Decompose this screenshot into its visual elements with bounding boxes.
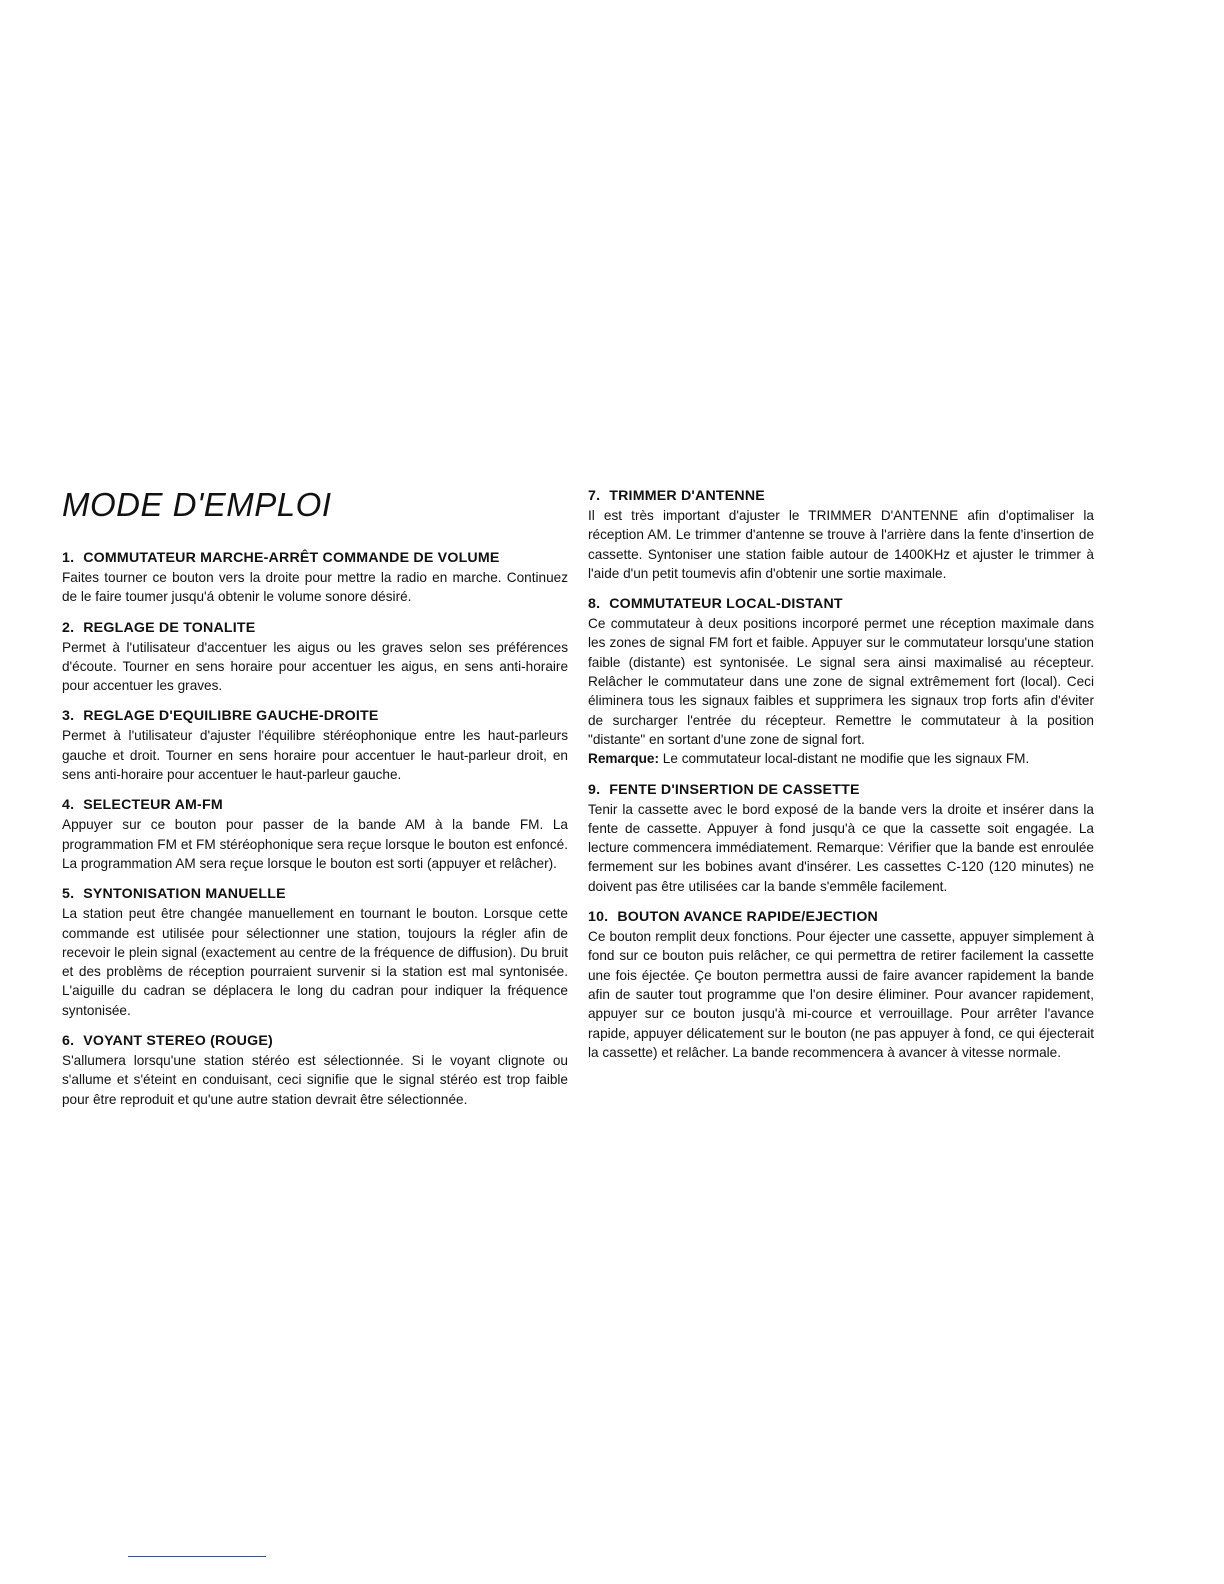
section-am-fm — [62, 795, 568, 873]
section-title: BOUTON AVANCE RAPIDE/EJECTION — [617, 909, 879, 926]
section-ff-eject — [588, 907, 1094, 1062]
section-heading — [62, 706, 568, 726]
section-title: COMMUTATEUR MARCHE-ARRÊT COMMANDE DE VOLUME — [83, 550, 500, 566]
section-manual-tuning — [62, 884, 568, 1020]
right-column — [588, 486, 1094, 1073]
section-body: S'allumera lorsqu'une station stéréo est sélectionnée. Si le voyant clignote ou s'allume et s'éteint en conduisant, ceci signifie que le signal stéréo est trop faible pour être reproduit et qu'une autre station devrait être sélectionnée. — [62, 1053, 568, 1107]
section-remark — [588, 749, 1094, 768]
section-volume — [62, 548, 568, 607]
section-heading — [588, 780, 1094, 800]
section-title: COMMUTATEUR LOCAL-DISTANT — [609, 596, 843, 613]
section-number: 6. — [62, 1033, 75, 1050]
footer-divider — [128, 1556, 266, 1557]
section-cassette-slot — [588, 780, 1094, 896]
section-title: TRIMMER D'ANTENNE — [609, 488, 765, 504]
section-body: Ce commutateur à deux positions incorporé permet une réception maximale dans les zones de signal FM fort et faible. Appuyer sur le commutateur lorsqu'une station faible (distante) est syntonisée. Le signal sera ainsi maximalisé au récepteur. Relâcher le commutateur dans une zone de signal extrêmement fort (local). Ceci éliminera tous les signaux faibles et supprimera les signaux trop forts afin d'éviter de surcharger l'entrée du récepteur. Remettre le commutateur à la position "distante" en sortant d'une zone de signal fort. — [588, 616, 1094, 747]
section-antenna-trimmer — [588, 486, 1094, 583]
section-number: 9. — [588, 781, 601, 798]
section-title: FENTE D'INSERTION DE CASSETTE — [609, 781, 860, 798]
section-balance — [62, 706, 568, 784]
section-heading — [62, 795, 568, 815]
section-number: 10. — [588, 909, 609, 926]
section-heading — [588, 594, 1094, 614]
section-number: 4. — [62, 797, 75, 814]
remark-text: Le commutateur local-distant ne modifie que les signaux FM. — [659, 751, 1030, 767]
section-heading — [62, 618, 568, 638]
section-stereo-led — [62, 1031, 568, 1109]
section-local-distant — [588, 594, 1094, 768]
section-body: Tenir la cassette avec le bord exposé de la bande vers la droite et insérer dans la fente de cassette. Appuyer à fond jusqu'à ce que la cassette soit engagée. La lecture commencera immédiatement. Remarque: Vérifier que la bande est enroulée fermement sur les bobines avant d'insérer. Les cassettes C-120 (120 minutes) ne doivent pas être utilisées car la bande s'emmêle facilement. — [588, 801, 1094, 894]
section-body: Faites tourner ce bouton vers la droite pour mettre la radio en marche. Continuez de le faire toumer jusqu'á obtenir le volume sonore désiré. — [62, 570, 568, 605]
section-heading — [62, 548, 568, 568]
section-body: Permet à l'utilisateur d'accentuer les aigus ou les graves selon ses préférences d'écoute. Tourner en sens horaire pour accentuer les aigus, en sens anti-horaire pour accentuer les graves. — [62, 639, 568, 694]
section-number: 5. — [62, 886, 75, 903]
section-title: SYNTONISATION MANUELLE — [83, 886, 286, 903]
left-column — [62, 548, 568, 1120]
section-tone — [62, 618, 568, 696]
section-heading — [62, 884, 568, 904]
section-body: La station peut être changée manuellement en tournant le bouton. Lorsque cette commande est utilisée pour sélectionner une station, toujours la régler afin de recevoir le plein signal (exactement au centre de la fréquence de diffusion). Du bruit et des problèms de réception pourraient survenir si la station est mal syntonisée. L'aiguille du cadran se déplacera le long du cadran pour indiquer la fréquence syntonisée. — [62, 906, 568, 1018]
section-number: 3. — [62, 708, 75, 725]
section-body: Appuyer sur ce bouton pour passer de la bande AM à la bande FM. La programmation FM et FM stéréophonique sera reçue lorsque le bouton est enfoncé. La programmation AM sera reçue lorsque le bouton est sorti (appuyer et relâcher). — [62, 817, 568, 871]
section-title: REGLAGE DE TONALITE — [83, 619, 256, 636]
section-title: REGLAGE D'EQUILIBRE GAUCHE-DROITE — [83, 708, 379, 725]
section-body: Ce bouton remplit deux fonctions. Pour éjecter une cassette, appuyer simplement à fond sur ce bouton puis relâcher, ce qui permettra de retirer facilement la cassette une fois éjectée. Çe bouton permettra aussi de faire avancer rapidement la bande afin de sauter tout programme que l'on desire éliminer. Pour avancer rapidement, appuyer sur ce bouton jusqu'à mi-cource et verrouillage. Pour arrêter l'avance rapide, appuyer délicatement sur le bouton (ne pas appuyer à fond, ce qui éjecterait la cassette) et relâcher. La bande recommencera à avancer à vitesse normale. — [588, 929, 1094, 1060]
remark-label: Remarque: — [588, 751, 660, 767]
section-body: Permet à l'utilisateur d'ajuster l'équilibre stéréophonique entre les haut-parleurs gauche et droit. Tourner en sens horaire pour accentuer le haut-parleur droit, en sens anti-horaire pour accentuer le haut-parleur gauche. — [62, 728, 568, 783]
section-number: 1. — [62, 550, 75, 566]
section-heading — [588, 486, 1094, 506]
section-heading — [62, 1031, 568, 1051]
page-title: MODE D'EMPLOI — [62, 486, 332, 523]
section-number: 2. — [62, 619, 75, 636]
section-title: SELECTEUR AM-FM — [83, 797, 223, 814]
section-heading — [588, 907, 1094, 927]
section-number: 8. — [588, 596, 601, 613]
section-body: Il est très important d'ajuster le TRIMMER D'ANTENNE afin d'optimaliser la réception AM. Le trimmer d'antenne se trouve à l'arrière dans la fente d'insertion de cassette. Syntoniser une station faible autour de 1400KHz et ajuster le trimmer à l'aide d'un petit toumevis afin d'obtenir une sortie maximale. — [588, 508, 1094, 581]
section-title: VOYANT STEREO (ROUGE) — [83, 1033, 273, 1050]
section-number: 7. — [588, 488, 601, 504]
